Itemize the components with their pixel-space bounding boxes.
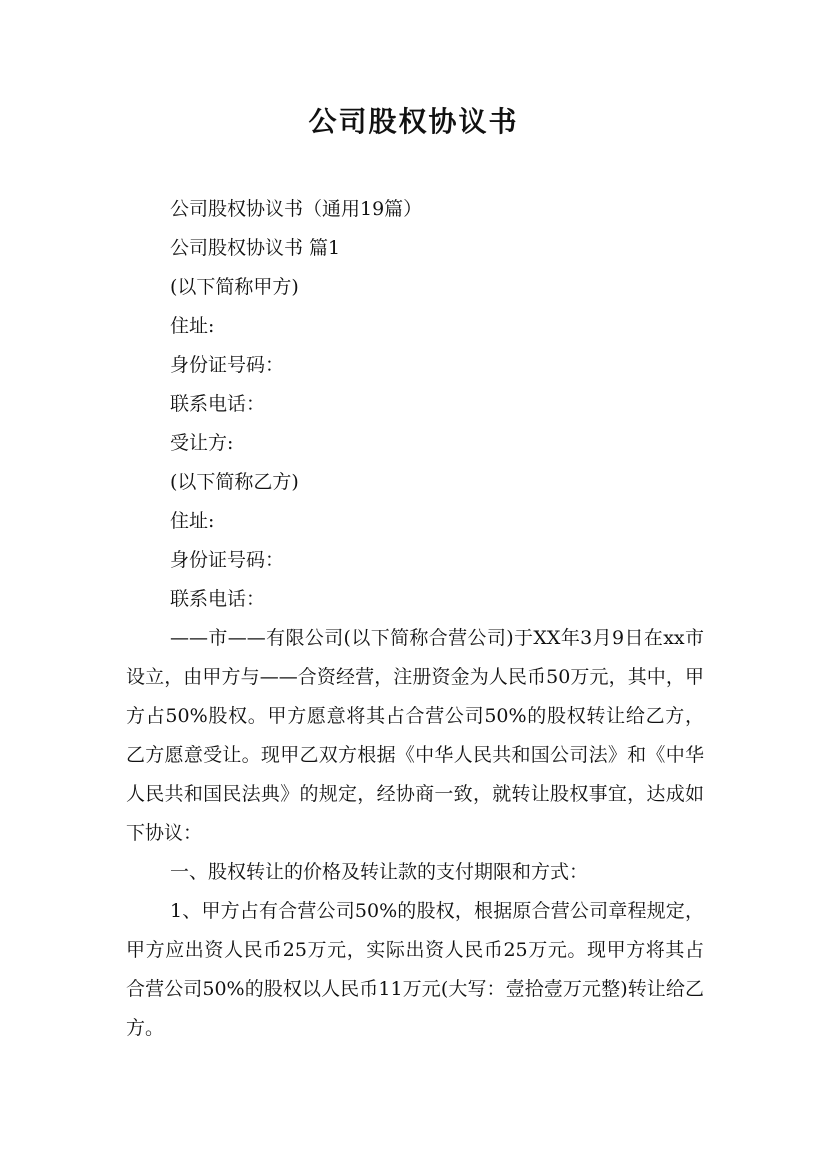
party-b-id-number: 身份证号码： <box>170 549 285 571</box>
party-a-alias: (以下简称甲方) <box>170 276 299 298</box>
transferee-label: 受让方: <box>170 432 234 454</box>
party-a-id-number: 身份证号码： <box>170 354 285 376</box>
party-b-phone: 联系电话： <box>170 588 266 610</box>
clause-1-paragraph: 1、甲方占有合营公司50%的股权，根据原合营公司章程规定，甲方应出资人民币25万元，实际出资人民币25万元。现甲方将其占合营公司50%的股权以人民币11万元(大写：壹拾壹万元整)转让给乙方。 <box>126 900 704 1039</box>
document-title: 公司股权协议书 <box>308 105 519 138</box>
subtitle-line: 公司股权协议书（通用19篇） <box>170 198 423 220</box>
document-body <box>126 190 704 1048</box>
section-heading: 公司股权协议书 篇1 <box>170 237 341 259</box>
party-a-phone: 联系电话： <box>170 393 266 415</box>
party-b-alias: (以下简称乙方) <box>170 471 299 493</box>
clause-heading: 一、股权转让的价格及转让款的支付期限和方式： <box>170 861 589 883</box>
party-a-address: 住址: <box>170 315 215 337</box>
party-b-address: 住址: <box>170 510 215 532</box>
intro-paragraph: ——市——有限公司(以下简称合营公司)于XX年3月9日在xx市设立，由甲方与——合资经营，注册资金为人民币50万元，其中，甲方占50%股权。甲方愿意将其占合营公司50%的股权转让给乙方，乙方愿意受让。现甲乙双方根据《中华人民共和国公司法》和《中华人民共和国民法典》的规定，经协商一致，就转让股权事宜，达成如下协议： <box>126 627 704 844</box>
